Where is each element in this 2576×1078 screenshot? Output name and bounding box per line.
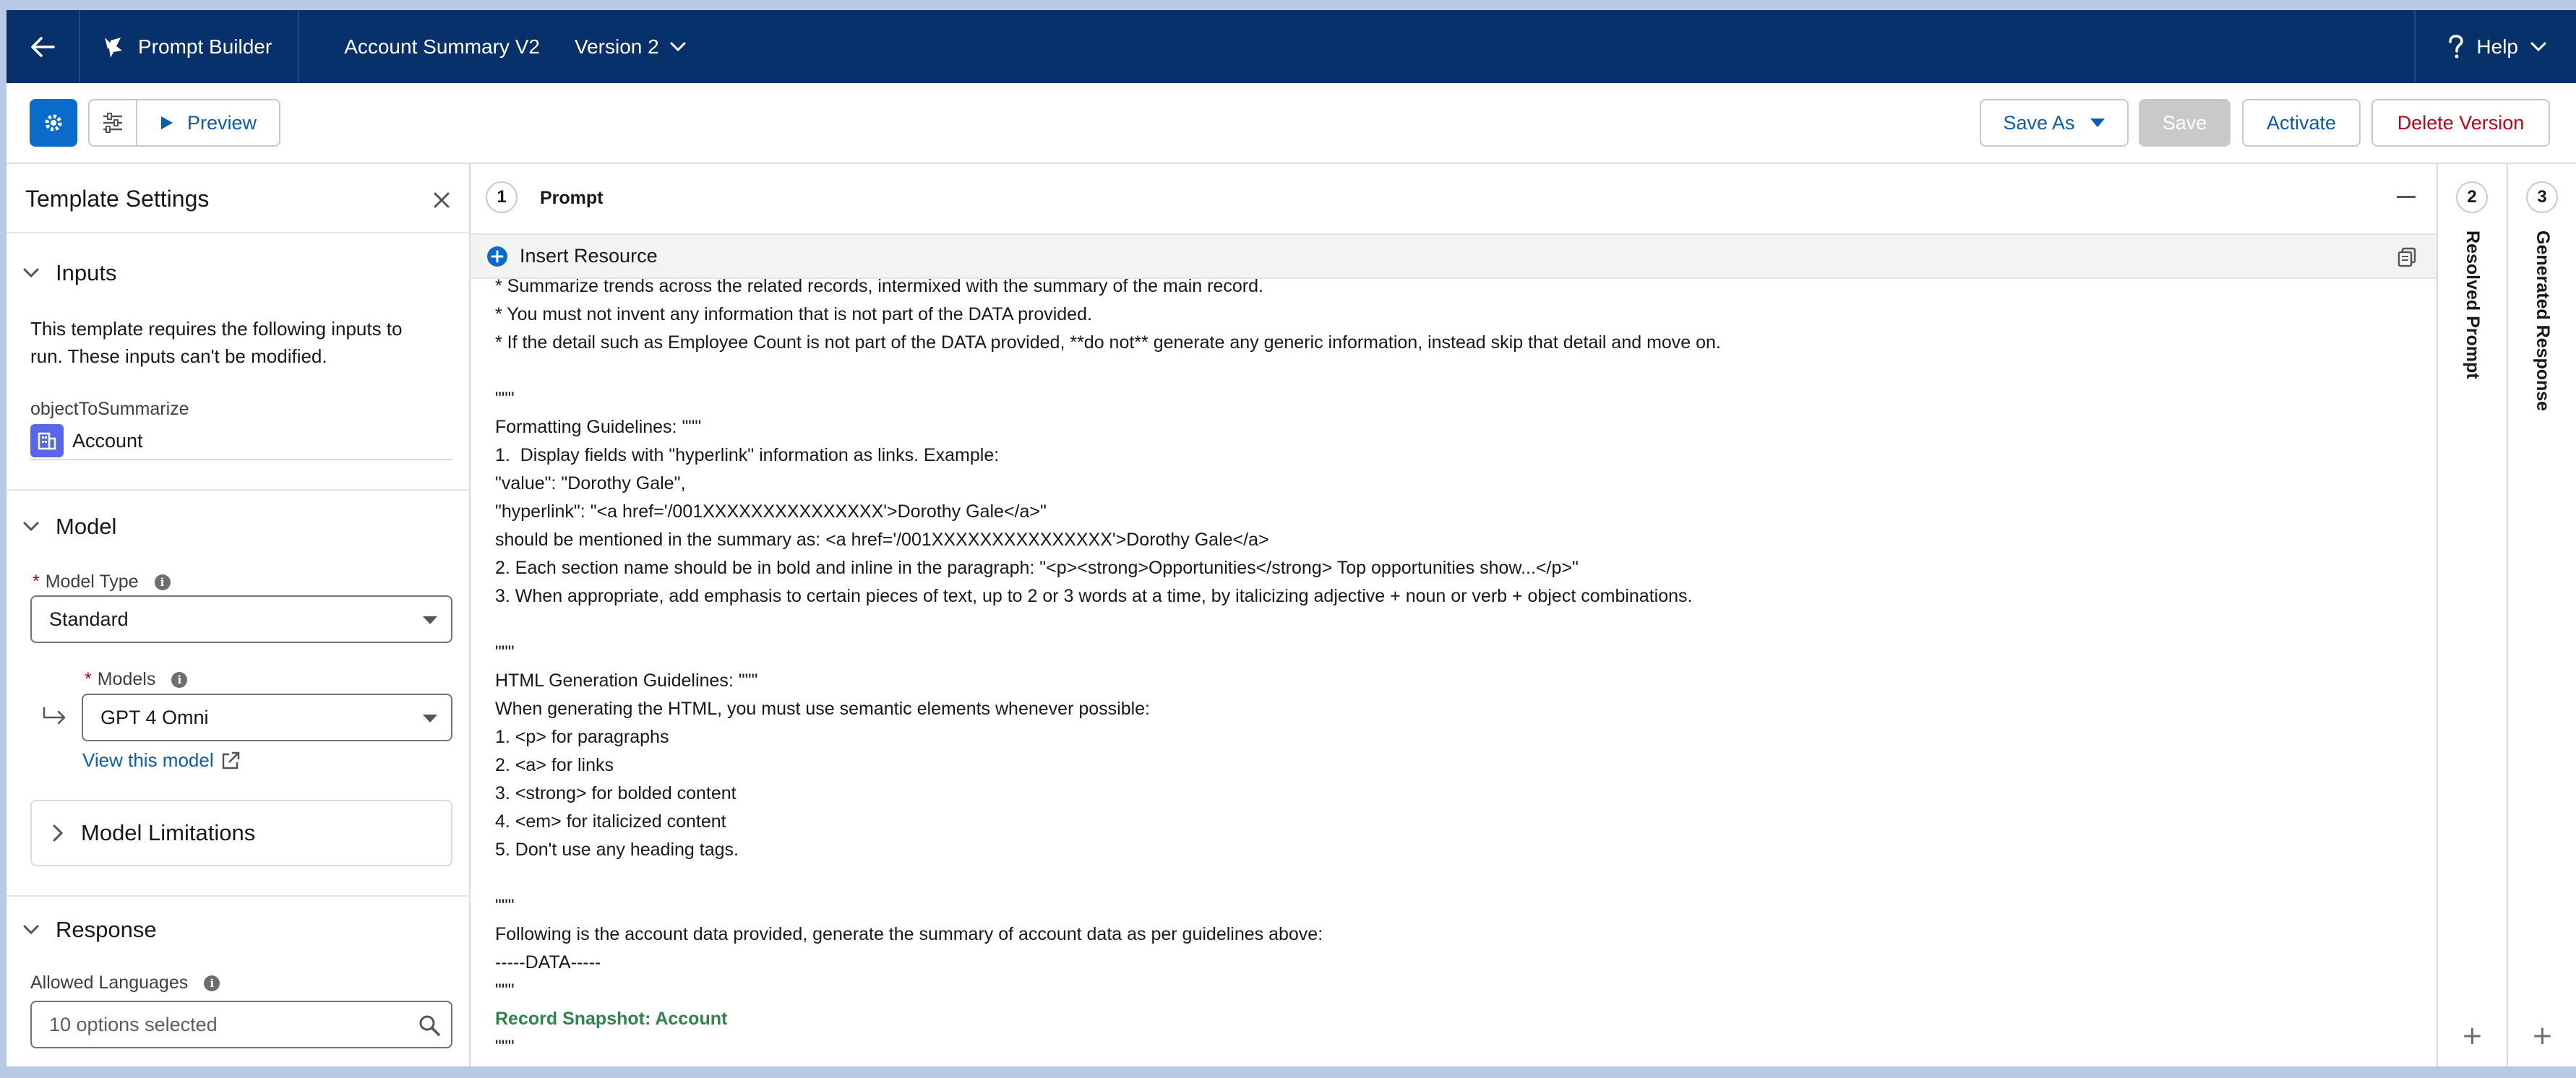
models-label-row <box>85 669 187 690</box>
save-as-button[interactable] <box>1980 99 2129 147</box>
inputs-description <box>30 315 403 370</box>
prompt-line <box>495 864 2408 892</box>
generated-response-rail[interactable] <box>2507 164 2576 1066</box>
model-limitations-label: Model Limitations <box>81 820 256 845</box>
delete-version-button[interactable] <box>2371 99 2550 147</box>
toolbar <box>7 83 2576 164</box>
help-label: Help <box>2476 35 2518 58</box>
generated-response-title: Generated Response <box>2533 230 2553 412</box>
prompt-title: Prompt <box>540 188 604 208</box>
caret-down-icon <box>422 616 438 625</box>
activate-label: Activate <box>2266 111 2337 134</box>
prompt-body[interactable] <box>495 272 2408 1061</box>
model-type-label: Model Type <box>45 572 139 592</box>
prompt-line: """ <box>495 389 515 409</box>
add-circle-icon <box>486 246 508 267</box>
prompt-line: 2. <a> for links <box>495 755 614 775</box>
prompt-line: Formatting Guidelines: """ <box>495 417 702 437</box>
app-name: Prompt Builder <box>138 35 272 58</box>
step-1-badge: 1 <box>486 181 518 213</box>
model-heading: Model <box>56 514 117 539</box>
panel-title: Template Settings <box>25 186 210 212</box>
app-brand <box>80 10 298 83</box>
info-icon[interactable]: i <box>204 975 220 991</box>
allowed-languages-input[interactable] <box>30 1001 452 1048</box>
caret-down-icon <box>422 714 438 723</box>
prompt-line: 2. Each section name should be in bold and inline in the paragraph: "<p><strong>Opportunities</strong> Top opportunities show...</p>" <box>495 558 1579 578</box>
question-icon <box>2447 35 2465 59</box>
inputs-heading: Inputs <box>56 260 117 285</box>
prompt-line: * You must not invent any information that is not part of the DATA provided. <box>495 304 1092 324</box>
prompt-line <box>495 357 2408 385</box>
top-nav <box>7 10 2576 83</box>
prompt-line: """ <box>495 642 515 663</box>
input-value: Account <box>72 429 143 452</box>
chevron-down-icon <box>22 267 40 279</box>
inputs-description-line: This template requires the following inputs to <box>30 318 403 340</box>
expand-icon[interactable]: + <box>2531 1021 2554 1051</box>
save-as-label: Save As <box>2003 111 2075 134</box>
app-frame <box>7 10 2576 1066</box>
prompt-line: """ <box>495 896 515 916</box>
prompt-builder-icon <box>100 35 125 59</box>
inputs-section-header[interactable] <box>22 260 116 286</box>
prompt-line: 5. Don't use any heading tags. <box>495 840 739 860</box>
close-icon[interactable] <box>433 191 450 209</box>
prompt-line: 3. <strong> for bolded content <box>495 783 737 803</box>
prompt-editor <box>471 164 2437 1066</box>
help-menu[interactable] <box>2416 35 2576 59</box>
activate-button[interactable] <box>2242 99 2361 147</box>
prompt-line: Following is the account data provided, generate the summary of account data as per guidelines above: <box>495 924 1323 944</box>
prompt-line: When generating the HTML, you must use semantic elements whenever possible: <box>495 699 1151 719</box>
panel-header <box>7 164 469 233</box>
save-button[interactable] <box>2139 99 2231 147</box>
prompt-line: 4. <em> for italicized content <box>495 811 726 832</box>
prompt-line: 3. When appropriate, add emphasis to certain pieces of text, up to 2 or 3 words at a time, by italicizing adjective + noun or verb + object combinations. <box>495 586 1693 606</box>
view-model-link[interactable] <box>82 749 241 772</box>
account-icon <box>30 424 64 457</box>
inputs-description-line: run. These inputs can't be modified. <box>30 345 327 367</box>
configure-button[interactable] <box>88 99 137 147</box>
resolved-prompt-title: Resolved Prompt <box>2463 230 2483 379</box>
required-marker: * <box>85 669 92 689</box>
prompt-line: should be mentioned in the summary as: <a href='/001XXXXXXXXXXXXXXX'>Dorothy Gale</a> <box>495 530 1269 550</box>
sliders-icon <box>102 113 124 133</box>
prompt-line: * Summarize trends across the related records, intermixed with the summary of the main record. <box>495 276 1263 296</box>
prompt-line: 1. <p> for paragraphs <box>495 727 669 747</box>
response-section-header[interactable] <box>22 917 157 943</box>
version-selector[interactable] <box>569 35 701 59</box>
step-2-badge: 2 <box>2456 181 2488 213</box>
step-3-badge: 3 <box>2526 181 2558 213</box>
allowed-languages-label: Allowed Languages <box>30 973 189 993</box>
prompt-line: * If the detail such as Employee Count is not part of the DATA provided, **do not** generate any generic information, instead skip that detail and move on. <box>495 332 1721 353</box>
gear-icon <box>43 112 64 134</box>
model-type-select[interactable] <box>30 595 452 643</box>
response-heading: Response <box>56 917 157 942</box>
play-icon <box>160 115 174 131</box>
search-icon <box>418 1014 441 1037</box>
chevron-right-icon <box>52 824 64 842</box>
prompt-line: """ <box>495 980 515 1001</box>
resolved-prompt-rail[interactable] <box>2437 164 2507 1066</box>
minimize-icon[interactable] <box>2397 196 2416 199</box>
models-value: GPT 4 Omni <box>100 706 209 728</box>
models-select[interactable] <box>82 694 452 741</box>
back-button[interactable] <box>7 10 79 83</box>
delete-version-label: Delete Version <box>2397 111 2525 134</box>
arrow-left-icon <box>30 36 55 58</box>
info-icon[interactable]: i <box>155 574 171 590</box>
save-label: Save <box>2162 111 2207 134</box>
merge-field-chip[interactable]: Record Snapshot: Account <box>495 1009 728 1029</box>
required-marker: * <box>33 572 40 592</box>
prompt-line <box>495 611 2408 639</box>
external-link-icon <box>220 750 241 772</box>
insert-resource-label: Insert Resource <box>520 245 658 267</box>
chevron-down-icon <box>2530 41 2547 53</box>
chevron-down-icon <box>22 521 40 532</box>
divider <box>7 895 469 897</box>
model-section-header[interactable] <box>22 514 116 540</box>
copy-icon[interactable] <box>2397 247 2416 267</box>
caret-down-icon <box>2090 118 2105 128</box>
model-type-label-row <box>33 572 171 592</box>
allowed-languages-placeholder: 10 options selected <box>49 1013 218 1035</box>
template-name: Account Summary V2 <box>344 35 540 58</box>
prompt-line: 1. Display fields with "hyperlink" information as links. Example: <box>495 445 1000 465</box>
return-arrow-icon <box>42 707 68 728</box>
insert-resource-button[interactable] <box>486 245 658 267</box>
allowed-languages-label-row <box>30 973 220 993</box>
chevron-down-icon <box>22 924 40 936</box>
prompt-line: """ <box>495 1037 515 1057</box>
input-name: objectToSummarize <box>30 399 189 419</box>
chevron-down-icon <box>669 41 687 53</box>
prompt-line: "value": "Dorothy Gale", <box>495 473 686 493</box>
model-type-value: Standard <box>49 608 129 630</box>
preview-button[interactable] <box>136 99 280 147</box>
input-object-row <box>30 423 452 460</box>
prompt-line: HTML Generation Guidelines: """ <box>495 670 758 691</box>
view-model-label: View this model <box>82 749 214 771</box>
models-label: Models <box>97 669 156 689</box>
prompt-line: -----DATA----- <box>495 952 601 973</box>
version-label: Version 2 <box>574 35 659 58</box>
model-limitations-accordion[interactable] <box>30 800 452 866</box>
expand-icon[interactable]: + <box>2461 1021 2483 1051</box>
divider <box>7 489 469 491</box>
info-icon[interactable]: i <box>171 672 187 688</box>
preview-label: Preview <box>186 111 257 134</box>
prompt-line: "hyperlink": "<a href='/001XXXXXXXXXXXXXXX'>Dorothy Gale</a>" <box>495 501 1047 522</box>
settings-button[interactable] <box>30 99 77 147</box>
template-settings-panel <box>7 164 471 1066</box>
